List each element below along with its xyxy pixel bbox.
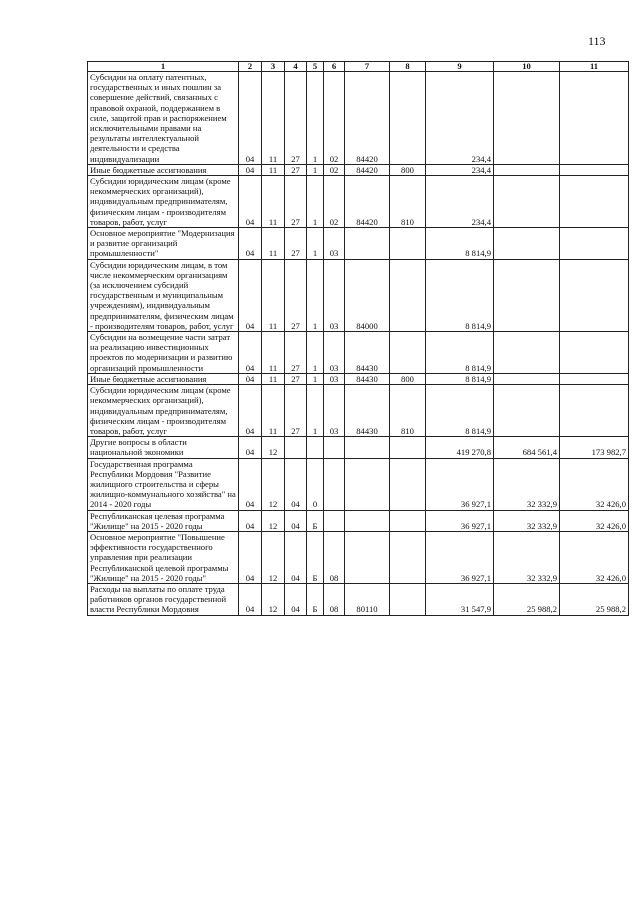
table-cell: Б bbox=[307, 510, 324, 531]
table-cell bbox=[307, 437, 324, 458]
table-cell: 25 988,2 bbox=[560, 583, 629, 615]
table-cell bbox=[494, 332, 560, 374]
table-cell bbox=[390, 510, 426, 531]
table-cell bbox=[560, 385, 629, 437]
table-cell bbox=[494, 164, 560, 175]
table-cell: 32 426,0 bbox=[560, 531, 629, 583]
col-header: 10 bbox=[494, 62, 560, 72]
table-cell: Б bbox=[307, 531, 324, 583]
table-cell: 8 814,9 bbox=[426, 332, 494, 374]
table-cell: 27 bbox=[285, 72, 307, 165]
table-cell bbox=[390, 259, 426, 331]
table-cell: 04 bbox=[239, 437, 262, 458]
table-cell: 02 bbox=[324, 72, 345, 165]
table-cell: 04 bbox=[239, 385, 262, 437]
table-row bbox=[88, 437, 629, 458]
row-label: Основное мероприятие "Повышение эффективности государственного управления при реализации Республиканской целевой программы "Жилище" на 2015 - 2020 годы" bbox=[88, 531, 239, 583]
table-cell: 04 bbox=[285, 458, 307, 510]
table-cell: 27 bbox=[285, 164, 307, 175]
col-header: 4 bbox=[285, 62, 307, 72]
table-cell: 32 332,9 bbox=[494, 458, 560, 510]
table-cell: 36 927,1 bbox=[426, 458, 494, 510]
table-cell: 03 bbox=[324, 332, 345, 374]
table-cell bbox=[390, 228, 426, 260]
table-cell bbox=[390, 437, 426, 458]
row-label: Субсидии на оплату патентных, государственных и иных пошлин за совершение действий, связанных с правовой охраной, поддержанием в силе, защитой прав и распоряжением исключительными правами на результаты интеллектуальной деятельности и средства индивидуализации bbox=[88, 72, 239, 165]
table-cell bbox=[560, 373, 629, 384]
table-cell: 04 bbox=[239, 531, 262, 583]
table-cell: 03 bbox=[324, 259, 345, 331]
table-cell: 84430 bbox=[345, 373, 390, 384]
table-cell: 11 bbox=[262, 259, 285, 331]
table-cell bbox=[324, 437, 345, 458]
table-cell: 32 426,0 bbox=[560, 458, 629, 510]
table-cell bbox=[560, 332, 629, 374]
table-cell: 810 bbox=[390, 385, 426, 437]
table-cell bbox=[345, 531, 390, 583]
table-cell bbox=[285, 437, 307, 458]
table-row bbox=[88, 228, 629, 260]
table-cell bbox=[560, 259, 629, 331]
table-cell: 810 bbox=[390, 176, 426, 228]
budget-table bbox=[87, 61, 629, 616]
table-cell bbox=[345, 228, 390, 260]
table-cell: 11 bbox=[262, 176, 285, 228]
table-cell: 84420 bbox=[345, 176, 390, 228]
table-cell: 11 bbox=[262, 385, 285, 437]
table-cell: 800 bbox=[390, 164, 426, 175]
table-cell: 02 bbox=[324, 176, 345, 228]
table-cell bbox=[324, 458, 345, 510]
table-cell: 04 bbox=[285, 583, 307, 615]
table-cell: 03 bbox=[324, 373, 345, 384]
table-cell: 1 bbox=[307, 259, 324, 331]
col-header: 6 bbox=[324, 62, 345, 72]
table-cell: 27 bbox=[285, 373, 307, 384]
table-cell: 12 bbox=[262, 583, 285, 615]
table-cell: 8 814,9 bbox=[426, 228, 494, 260]
table-cell: 800 bbox=[390, 373, 426, 384]
table-row bbox=[88, 332, 629, 374]
table-cell: 04 bbox=[239, 458, 262, 510]
table-cell: 36 927,1 bbox=[426, 510, 494, 531]
table-cell: 08 bbox=[324, 583, 345, 615]
table-cell bbox=[390, 332, 426, 374]
table-row bbox=[88, 176, 629, 228]
table-cell: 08 bbox=[324, 531, 345, 583]
row-label: Субсидии юридическим лицам, в том числе некоммерческим организациям (за исключением субсидий государственным и муниципальным учреждениям), индивидуальным предпринимателям, физическим лицам - производителям товаров, работ, услуг bbox=[88, 259, 239, 331]
table-cell: 04 bbox=[239, 228, 262, 260]
table-row bbox=[88, 385, 629, 437]
col-header: 1 bbox=[88, 62, 239, 72]
table-row bbox=[88, 531, 629, 583]
page-number: 113 bbox=[588, 34, 606, 48]
table-cell: 173 982,7 bbox=[560, 437, 629, 458]
col-header: 11 bbox=[560, 62, 629, 72]
table-row bbox=[88, 583, 629, 615]
table-cell bbox=[560, 72, 629, 165]
table-cell: 04 bbox=[239, 510, 262, 531]
col-header: 9 bbox=[426, 62, 494, 72]
table-cell bbox=[345, 458, 390, 510]
table-cell bbox=[494, 259, 560, 331]
table-cell: 27 bbox=[285, 332, 307, 374]
table-cell: 12 bbox=[262, 437, 285, 458]
row-label: Иные бюджетные ассигнования bbox=[88, 373, 239, 384]
row-label: Расходы на выплаты по оплате труда работников органов государственной власти Республики Мордовия bbox=[88, 583, 239, 615]
row-label: Другие вопросы в области национальной экономики bbox=[88, 437, 239, 458]
table-cell: 84430 bbox=[345, 385, 390, 437]
table-cell bbox=[494, 385, 560, 437]
table-cell: 8 814,9 bbox=[426, 259, 494, 331]
table-cell: 234,4 bbox=[426, 176, 494, 228]
table-cell bbox=[345, 437, 390, 458]
table-cell: 04 bbox=[239, 164, 262, 175]
row-label: Субсидии юридическим лицам (кроме некоммерческих организаций), индивидуальным предпринимателям, физическим лицам - производителям товаров, работ, услуг bbox=[88, 176, 239, 228]
table-cell bbox=[390, 72, 426, 165]
table-cell: 04 bbox=[239, 176, 262, 228]
table-cell: 8 814,9 bbox=[426, 385, 494, 437]
table-cell: 8 814,9 bbox=[426, 373, 494, 384]
table-row bbox=[88, 373, 629, 384]
row-label: Республиканская целевая программа "Жилище" на 2015 - 2020 годы bbox=[88, 510, 239, 531]
table-cell: 25 988,2 bbox=[494, 583, 560, 615]
table-cell: 11 bbox=[262, 228, 285, 260]
table-cell: 234,4 bbox=[426, 72, 494, 165]
table-cell: 04 bbox=[239, 72, 262, 165]
table-cell: 234,4 bbox=[426, 164, 494, 175]
table-cell: 1 bbox=[307, 385, 324, 437]
table-cell: 1 bbox=[307, 164, 324, 175]
header-row bbox=[88, 62, 629, 72]
table-cell: 1 bbox=[307, 72, 324, 165]
table-cell: 32 426,0 bbox=[560, 510, 629, 531]
table-cell bbox=[345, 510, 390, 531]
table-cell: 12 bbox=[262, 510, 285, 531]
table-cell: 1 bbox=[307, 176, 324, 228]
table-cell: 02 bbox=[324, 164, 345, 175]
table-cell bbox=[494, 176, 560, 228]
table-cell: 80110 bbox=[345, 583, 390, 615]
table-row bbox=[88, 458, 629, 510]
table-cell bbox=[494, 72, 560, 165]
table-cell: 11 bbox=[262, 72, 285, 165]
row-label: Субсидии на возмещение части затрат на реализацию инвестиционных проектов по модернизации и развитию организаций промышленности bbox=[88, 332, 239, 374]
table-cell: 04 bbox=[239, 259, 262, 331]
table-cell: 03 bbox=[324, 385, 345, 437]
table-row bbox=[88, 259, 629, 331]
table-cell: 12 bbox=[262, 458, 285, 510]
table-cell: 11 bbox=[262, 164, 285, 175]
table-cell: 32 332,9 bbox=[494, 531, 560, 583]
table-cell: 11 bbox=[262, 332, 285, 374]
table-cell bbox=[390, 583, 426, 615]
table-cell: 27 bbox=[285, 385, 307, 437]
table-cell: 03 bbox=[324, 228, 345, 260]
table-row bbox=[88, 164, 629, 175]
table-cell: 32 332,9 bbox=[494, 510, 560, 531]
table-cell: 04 bbox=[239, 373, 262, 384]
table-cell: Б bbox=[307, 583, 324, 615]
table-cell bbox=[560, 164, 629, 175]
row-label: Государственная программа Республики Мордовия "Развитие жилищного строительства и сферы жилищно-коммунального хозяйства" на 2014 - 2020 годы bbox=[88, 458, 239, 510]
row-label: Субсидии юридическим лицам (кроме некоммерческих организаций), индивидуальным предпринимателям, физическим лицам - производителям товаров, работ, услуг bbox=[88, 385, 239, 437]
table-row bbox=[88, 72, 629, 165]
col-header: 8 bbox=[390, 62, 426, 72]
table-cell: 12 bbox=[262, 531, 285, 583]
table-cell bbox=[560, 176, 629, 228]
table-cell: 04 bbox=[285, 531, 307, 583]
table-cell: 27 bbox=[285, 259, 307, 331]
row-label: Основное мероприятие "Модернизация и развитие организаций промышленности" bbox=[88, 228, 239, 260]
table-cell: 84420 bbox=[345, 164, 390, 175]
table-cell: 11 bbox=[262, 373, 285, 384]
col-header: 7 bbox=[345, 62, 390, 72]
table-cell bbox=[560, 228, 629, 260]
table-cell bbox=[324, 510, 345, 531]
table-cell: 0 bbox=[307, 458, 324, 510]
table-cell: 04 bbox=[285, 510, 307, 531]
table-cell: 84430 bbox=[345, 332, 390, 374]
col-header: 3 bbox=[262, 62, 285, 72]
table-cell: 684 561,4 bbox=[494, 437, 560, 458]
table-cell: 04 bbox=[239, 332, 262, 374]
table-cell: 27 bbox=[285, 176, 307, 228]
table-cell: 84420 bbox=[345, 72, 390, 165]
table-cell: 1 bbox=[307, 228, 324, 260]
table-cell: 1 bbox=[307, 373, 324, 384]
table-cell bbox=[390, 458, 426, 510]
row-label: Иные бюджетные ассигнования bbox=[88, 164, 239, 175]
table-cell bbox=[494, 373, 560, 384]
table-row bbox=[88, 510, 629, 531]
table-cell bbox=[390, 531, 426, 583]
table-cell: 1 bbox=[307, 332, 324, 374]
table-cell bbox=[494, 228, 560, 260]
table-cell: 27 bbox=[285, 228, 307, 260]
table-cell: 04 bbox=[239, 583, 262, 615]
table-cell: 36 927,1 bbox=[426, 531, 494, 583]
table-cell: 31 547,9 bbox=[426, 583, 494, 615]
col-header: 2 bbox=[239, 62, 262, 72]
col-header: 5 bbox=[307, 62, 324, 72]
table-cell: 419 270,8 bbox=[426, 437, 494, 458]
table-cell: 84000 bbox=[345, 259, 390, 331]
